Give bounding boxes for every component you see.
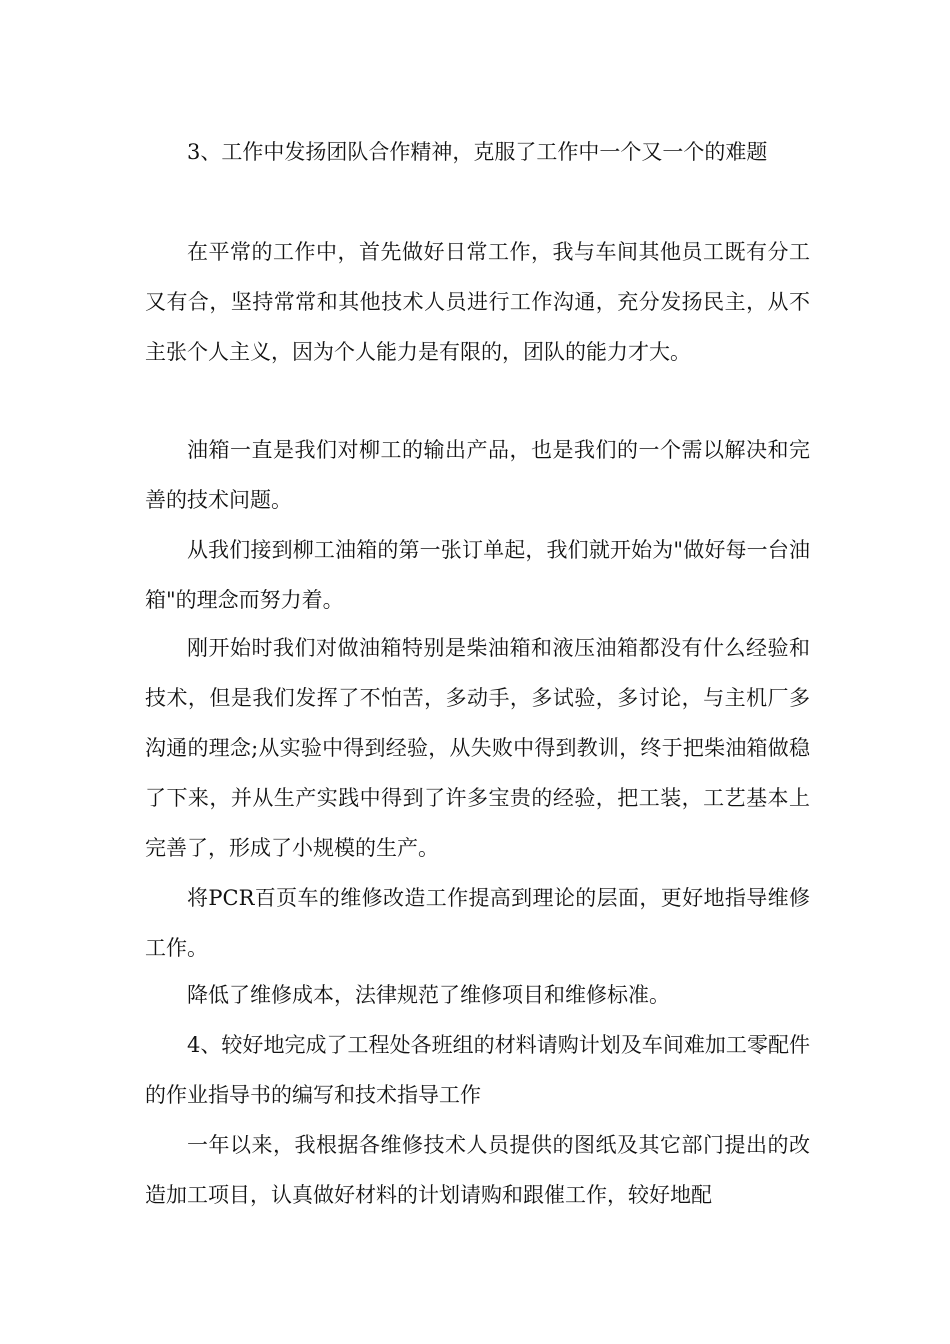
paragraph-first-order: 从我们接到柳工油箱的第一张订单起，我们就开始为"做好每一台油箱"的理念而努力着。 — [145, 538, 810, 612]
paragraph-cost-reduction: 降低了维修成本，法律规范了维修项目和维修标准。 — [187, 983, 670, 1007]
paragraph-early-experience: 刚开始时我们对做油箱特别是柴油箱和液压油箱都没有什么经验和技术，但是我们发挥了不怕苦，多动手，多试验，多讨论，与主机厂多沟通的理念;从实验中得到经验，从失败中得到教训，终于把柴油箱做稳了下来，并从生产实践中得到了许多宝贵的经验，把工装，工艺基本上完善了，形成了小规模的生产。 — [145, 636, 810, 860]
paragraph-teamwork: 在平常的工作中，首先做好日常工作，我与车间其他员工既有分工又有合，坚持常常和其他技术人员进行工作沟通，充分发扬民主，从不主张个人主义，因为个人能力是有限的，团队的能力才大。 — [145, 240, 810, 364]
section-heading: 3、工作中发扬团队合作精神，克服了工作中一个又一个的难题 — [187, 140, 768, 164]
paragraph-fuel-tank-intro: 油箱一直是我们对柳工的输出产品，也是我们的一个需以解决和完善的技术问题。 — [145, 438, 810, 512]
paragraph-pcr-maintenance: 将PCR百页车的维修改造工作提高到理论的层面，更好地指导维修工作。 — [145, 886, 810, 960]
paragraph-procurement: 一年以来，我根据各维修技术人员提供的图纸及其它部门提出的改造加工项目，认真做好材料的计划请购和跟催工作，较好地配 — [145, 1133, 810, 1207]
section-heading-4: 4、较好地完成了工程处各班组的材料请购计划及车间难加工零配件的作业指导书的编写和技术指导工作 — [145, 1033, 810, 1107]
